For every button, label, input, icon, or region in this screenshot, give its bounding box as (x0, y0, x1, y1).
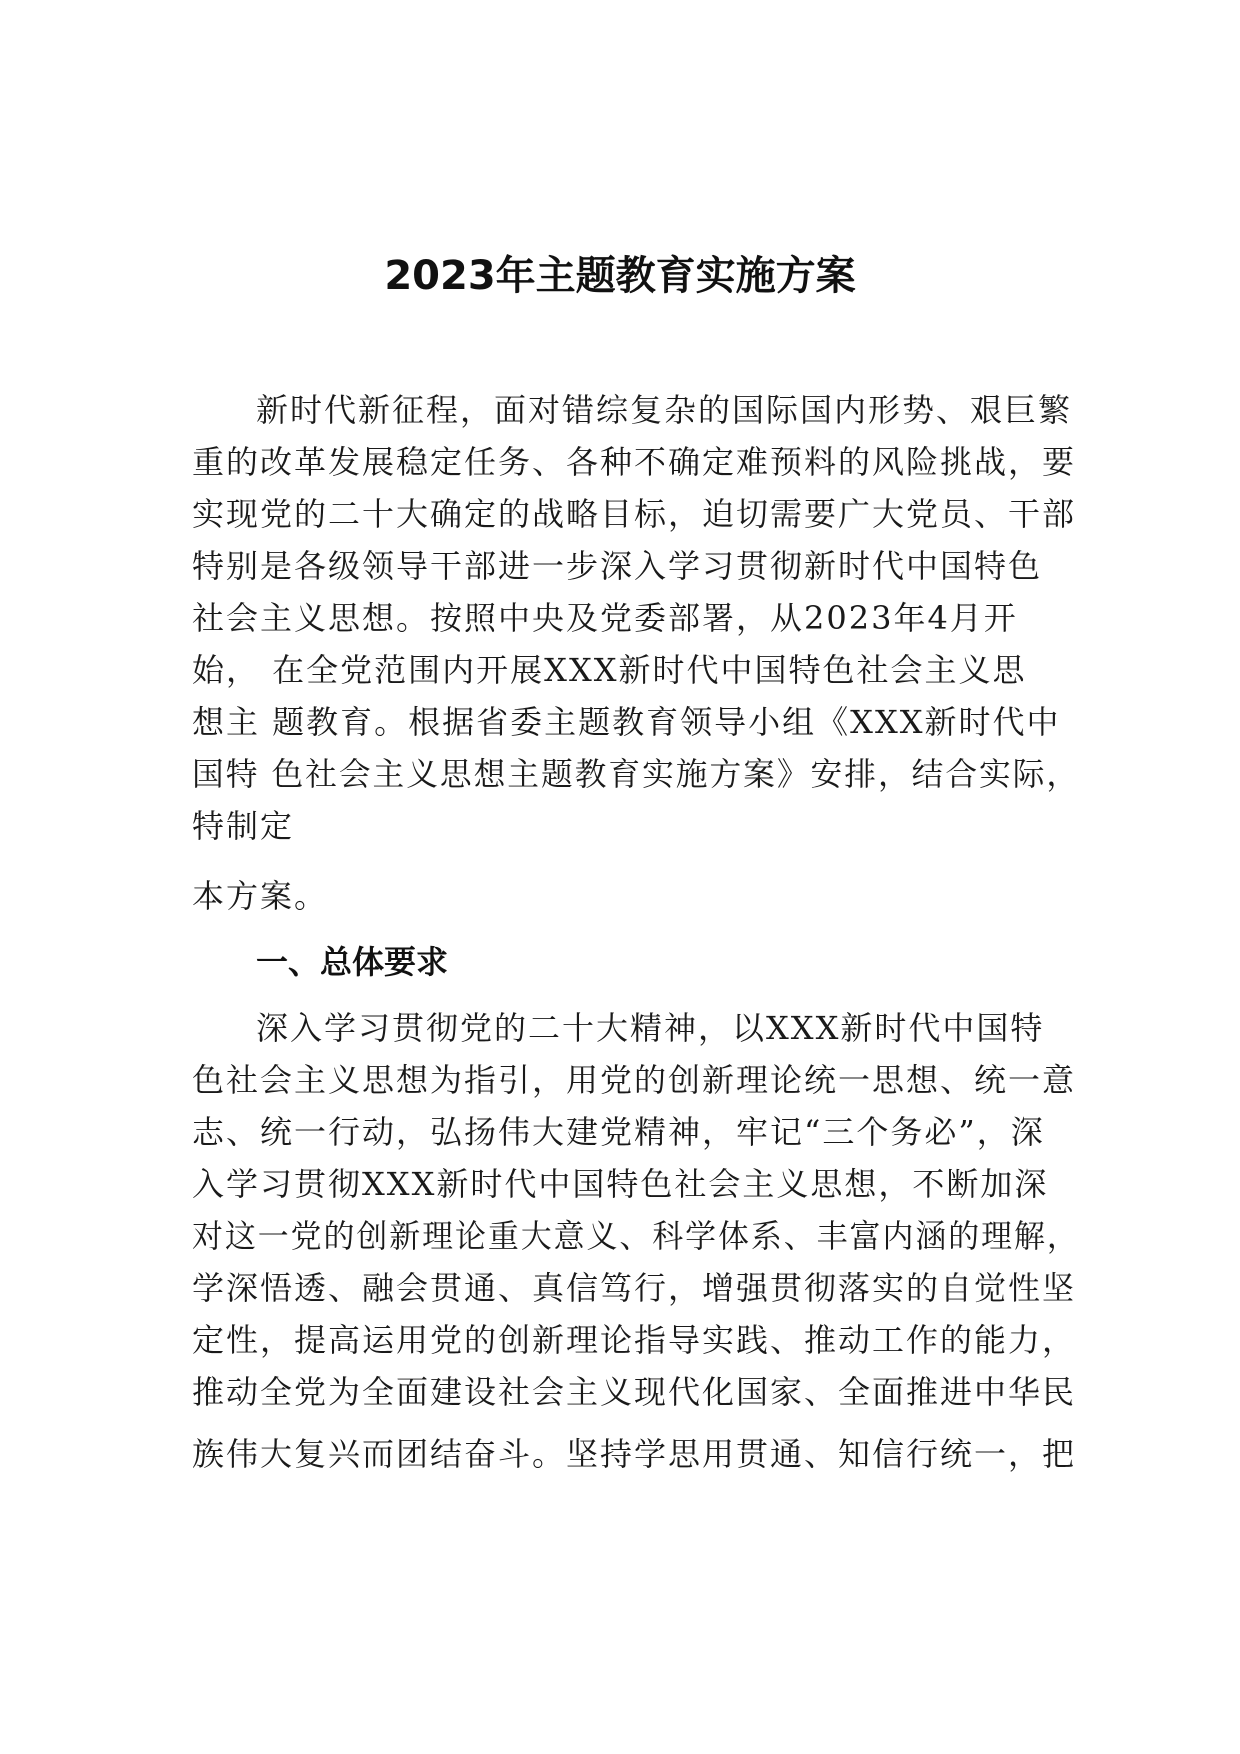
body-line: 推动全党为全面建设社会主义现代化国家、全面推进中华民 (192, 1373, 1077, 1411)
intro-line: 特制定 (192, 807, 295, 845)
body-line: 学深悟透、融会贯通、真信笃行，增强贯彻落实的自觉性坚 (192, 1269, 1077, 1307)
body-line: 对这一党的创新理论重大意义、科学体系、丰富内涵的理解， (192, 1217, 1080, 1255)
intro-line: 社会主义思想。按照中央及党委部署，从2023年4月开 (192, 599, 1018, 637)
intro-line: 实现党的二十大确定的战略目标，迫切需要广大党员、干部 (192, 495, 1077, 533)
intro-line: 重的改革发展稳定任务、各种不确定难预料的风险挑战，要 (192, 443, 1077, 481)
document-title: 2023年主题教育实施方案 (384, 253, 856, 299)
body-line: 族伟大复兴而团结奋斗。坚持学思用贯通、知信行统一，把 (192, 1435, 1077, 1473)
body-line: 入学习贯彻XXX新时代中国特色社会主义思想，不断加深 (192, 1165, 1049, 1203)
intro-line: 想主 题教育。根据省委主题教育领导小组《XXX新时代中 (192, 703, 1061, 741)
body-line: 深入学习贯彻党的二十大精神，以XXX新时代中国特 (256, 1009, 1045, 1047)
body-line: 定性，提高运用党的创新理论指导实践、推动工作的能力， (192, 1321, 1077, 1359)
section-heading: 一、总体要求 (256, 943, 449, 981)
body-line: 色社会主义思想为指引，用党的创新理论统一思想、统一意 (192, 1061, 1077, 1099)
body-line: 志、统一行动，弘扬伟大建党精神，牢记“三个务必”，深 (192, 1113, 1045, 1151)
intro-line: 始， 在全党范围内开展XXX新时代中国特色社会主义思 (192, 651, 1027, 689)
intro-line: 新时代新征程，面对错综复杂的国际国内形势、艰巨繁 (256, 391, 1073, 429)
intro-line: 本方案。 (192, 877, 329, 915)
intro-line: 国特 色社会主义思想主题教育实施方案》安排，结合实际， (192, 755, 1081, 793)
intro-line: 特别是各级领导干部进一步深入学习贯彻新时代中国特色 (192, 547, 1043, 585)
